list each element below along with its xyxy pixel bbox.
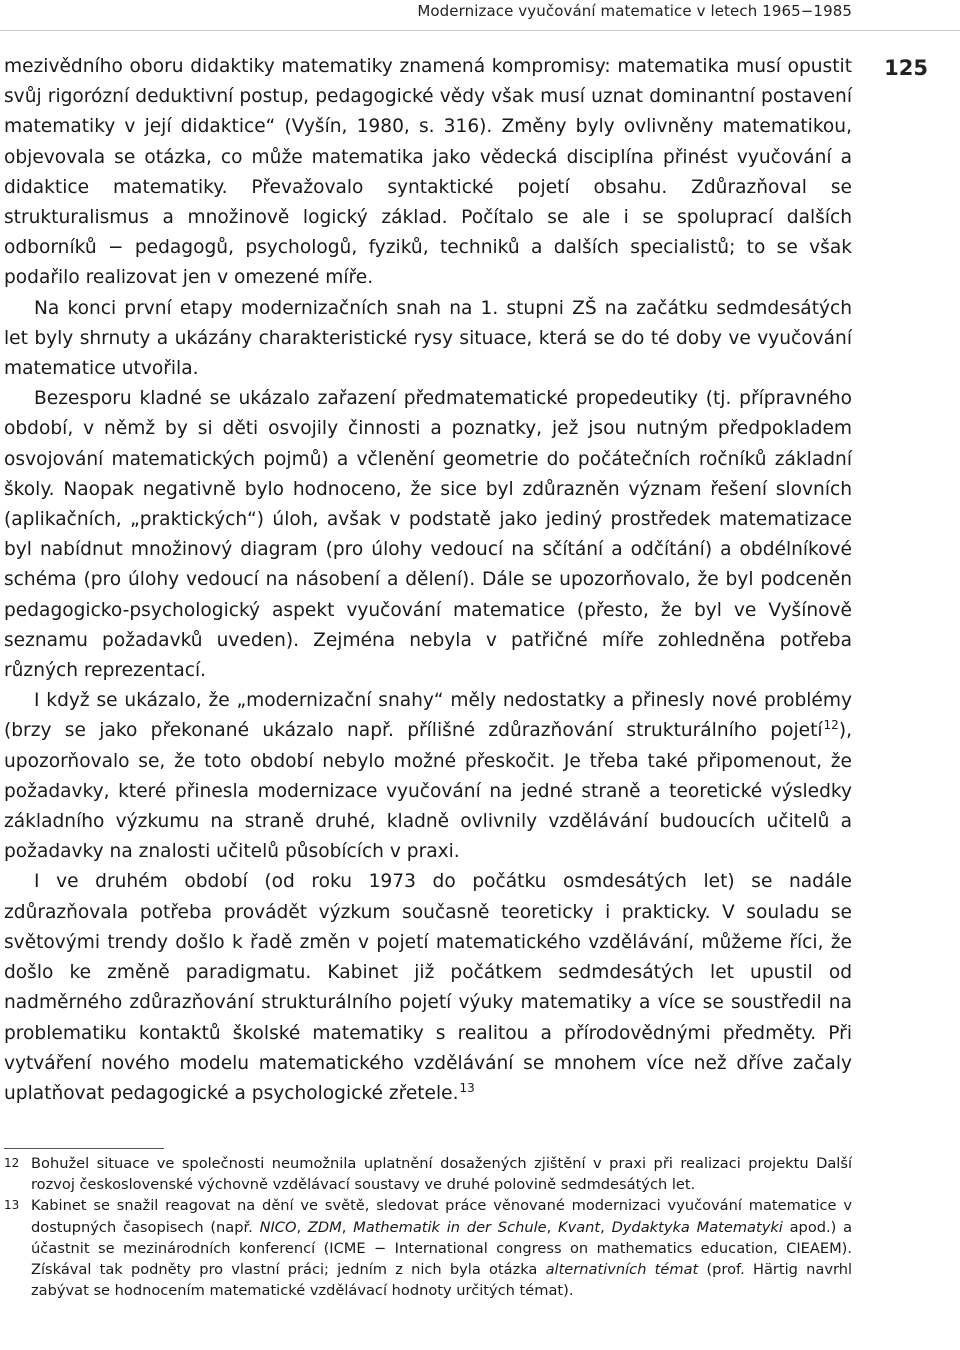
paragraph-text: I když se ukázalo, že „modernizační snahy“ měly nedostatky a přinesly nové problémy (brzy se jako překonané ukázalo např. přílišné zdůrazňování strukturálního pojetí bbox=[4, 690, 852, 742]
separator: , bbox=[546, 1218, 559, 1236]
paragraph: Bezesporu kladné se ukázalo zařazení předmatematické propedeutiky (tj. přípravného období, v němž by si děti osvojily činnosti a poznatky, jež jsou nutným předpokladem osvojování matematických pojmů) a včlenění geometrie do počátečních ročníků základní školy. Naopak negativně bylo hodnoceno, že sice byl zdůrazněn význam řešení slovních (aplikačních, „praktických“) úloh, avšak v podstatě jako jediný prostředek matematizace byl nabídnut množinový diagram (pro úlohy vedoucí na sčítání a odčítání) a obdélníkové schéma (pro úlohy vedoucí na násobení a dělení). Dále se upozorňovalo, že byl podceněn pedagogicko-psychologický aspekt vyučování matematice (přesto, že byl ve Vyšínově seznamu požadavků uveden). Zejména nebyla v patřičné míře zohledněna potřeba různých reprezentací. bbox=[4, 388, 852, 682]
journal-title: Kvant bbox=[558, 1218, 601, 1236]
header-rule bbox=[0, 30, 960, 31]
footnotes bbox=[4, 1153, 852, 1301]
paragraph-text: ), upozorňovalo se, že toto období nebylo možné přeskočit. Je třeba také připomenout, že požadavky, které přinesla modernizace vyučování na jedné straně a teoretické výsledky základního výzkumu na straně druhé, kladně ovlivnily vzdělávání budoucích učitelů a požadavky na znalosti učitelů působících v praxi. bbox=[4, 720, 852, 863]
journal-title: Dydaktyka Matematyki bbox=[611, 1218, 783, 1236]
paragraph: Na konci první etapy modernizačních snah na 1. stupni ZŠ na začátku sedmdesátých let byly shrnuty a ukázány charakteristické rysy situace, která se do té doby ve vyučování matematice utvořila. bbox=[4, 297, 852, 380]
separator: , bbox=[341, 1218, 354, 1236]
footnote-13 bbox=[4, 1195, 852, 1301]
running-head: Modernizace vyučování matematice v letech 1965−1985 bbox=[417, 2, 852, 20]
journal-title: ZDM bbox=[307, 1218, 342, 1236]
body-text bbox=[4, 52, 852, 1109]
footnote-number: 12 bbox=[4, 1156, 20, 1170]
paragraph: mezivědního oboru didaktiky matematiky znamená kompromisy: matematika musí opustit svůj rigorózní deduktivní postup, pedagogické vědy však musí uznat dominantní postavení matematiky v její didaktice“ (Vyšín, 1980, s. 316). Změny byly ovlivněny matematikou, objevovala se otázka, co může matematika jako vědecká disciplína přinést vyučování a didaktice matematiky. Převažovalo syntaktické pojetí obsahu. Zdůrazňoval se strukturalismus a množinově logický základ. Počítalo se ale i se spoluprací dalších odborníků − pedagogů, psychologů, fyziků, techniků a dalších specialistů; to se však podařilo realizovat jen v omezené míře. bbox=[4, 56, 852, 289]
paragraph-text: I ve druhém období (od roku 1973 do počátku osmdesátých let) se nadále zdůrazňovala potřeba provádět výzkum současně teoreticky i prakticky. V souladu se světovými trendy došlo k řadě změn v pojetí matematického vzdělávání, můžeme říci, že došlo ke změně paradigmatu. Kabinet již počátkem sedmdesátých let upustil od nadměrného zdůrazňování strukturálního pojetí výuky matematiky a více se soustředil na problematiku kontaktů školské matematiky s realitou a přírodovědnými předměty. Při vytváření nového modelu matematického vzdělávání se mnohem více než dříve začaly uplatňovat pedagogické a psychologické zřetele. bbox=[4, 871, 852, 1104]
separator: , bbox=[296, 1218, 308, 1236]
footnote-text: Bohužel situace ve společnosti neumožnila uplatnění dosažených zjištění v praxi při realizaci projektu Další rozvoj československé výchovně vzdělávací soustavy ve druhé polovině sedmdesátých let. bbox=[31, 1155, 852, 1194]
journal-title: Mathematik in der Schule bbox=[353, 1218, 547, 1236]
paragraph bbox=[4, 867, 852, 1109]
paragraph bbox=[4, 686, 852, 867]
footnote-12 bbox=[4, 1153, 852, 1195]
emphasized-term: alternativních témat bbox=[545, 1261, 699, 1279]
footnote-ref-13[interactable]: 13 bbox=[459, 1080, 475, 1095]
footnote-ref-12[interactable]: 12 bbox=[823, 718, 839, 733]
page-number: 125 bbox=[884, 56, 928, 80]
separator: , bbox=[600, 1218, 612, 1236]
footnote-rule bbox=[4, 1148, 164, 1149]
footnote-text bbox=[31, 1195, 852, 1301]
footnote-text-part: apod.) a účastnit se mezinárodních konferencí (ICME − International congress on mathematics education, CIEAEM). Získával tak podněty pro vlastní práci; jedním z nich byla otázka bbox=[31, 1218, 853, 1279]
journal-title: NICO bbox=[259, 1218, 297, 1236]
footnote-text-part: Kabinet se snažil reagovat na dění ve světě, sledovat práce věnované modernizaci vyučování matematice v dostupných časopisech (např. bbox=[31, 1197, 852, 1236]
footnote-number: 13 bbox=[4, 1198, 20, 1213]
page-header bbox=[0, 0, 960, 34]
footnote-text-part: (prof. Härtig navrhl zabývat se hodnocením matematické vzdělávací hodnoty určitých témat). bbox=[31, 1261, 853, 1300]
